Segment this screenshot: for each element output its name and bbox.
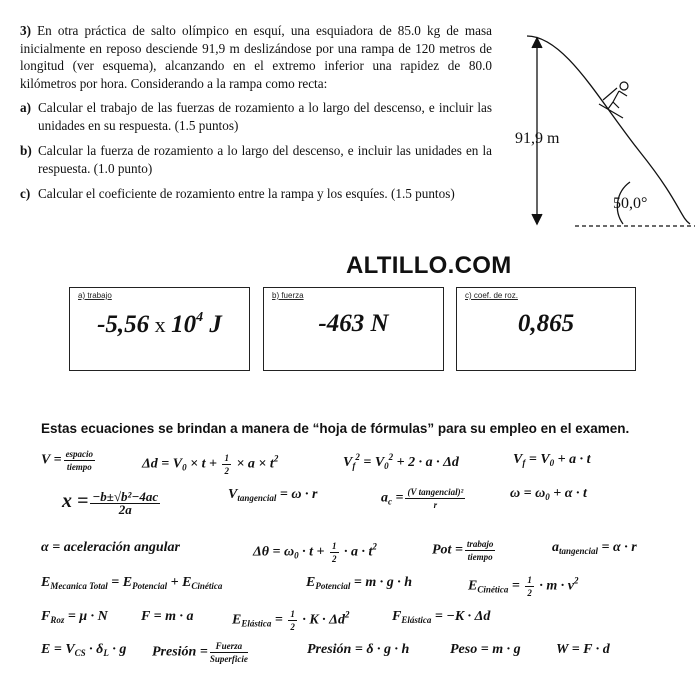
formula-sheet-title: Estas ecuaciones se brindan a manera de “hoja de fórmulas” para su empleo en el examen. xyxy=(41,421,630,436)
question-label: b) xyxy=(20,143,32,158)
problem-statement xyxy=(20,22,492,211)
formula-newton-second-law: F = m · a xyxy=(141,609,194,624)
answer-value: -463 N xyxy=(318,310,389,337)
ramp-diagram xyxy=(505,32,700,232)
question-b xyxy=(20,142,492,177)
height-label: 91,9 m xyxy=(515,130,560,147)
question-text: Calcular el coeficiente de rozamiento entre la rampa y los esquíes. (1.5 puntos) xyxy=(38,186,455,201)
answer-caption: b) fuerza xyxy=(272,291,304,300)
formula-elastic-energy: $E_{Elástica}$ = $\frac{1}{2}$ · $K \cdot \Delta d^2$ xyxy=(232,609,350,632)
formula-mechanical-energy: $E_{Mecanica Total} = E_{Potencial} + E_{Cinética}$ xyxy=(41,575,223,591)
answer-unit: J xyxy=(209,311,222,338)
angle-label: 50,0° xyxy=(613,195,648,212)
answer-box-b xyxy=(263,287,444,371)
formula-pressure-hydrostatic: Presión = δ · g · h xyxy=(307,642,410,657)
site-watermark: ALTILLO.COM xyxy=(346,252,512,279)
answer-box-c xyxy=(456,287,636,371)
answer-caption: a) trabajo xyxy=(78,291,112,300)
answer-caption: c) coef. de roz. xyxy=(465,291,518,300)
formula-potential-energy: $E_{Potencial} = m \cdot g \cdot h$ xyxy=(306,575,412,591)
problem-number: 3) xyxy=(20,23,31,38)
formula-velocity: V = espacio tiempo xyxy=(41,449,94,472)
answer-value: 0,865 xyxy=(517,310,575,337)
answer-times: x xyxy=(154,312,166,337)
answer-box-a xyxy=(69,287,250,371)
formula-power: Pot = trabajo tiempo xyxy=(432,539,494,562)
question-a xyxy=(20,99,492,134)
formula-displacement: $\Delta d = V_0 \times t$ + $\frac{1}{2}$ × $a \times t^2$ xyxy=(142,453,279,476)
question-text: Calcular la fuerza de rozamiento a lo largo del descenso, e incluir las unidades en la respuesta. (1.0 punto) xyxy=(38,143,492,176)
formula-friction-force: $F_{Roz} = \mu \cdot N$ xyxy=(41,609,108,625)
formula-tangential-velocity: $V_{tangencial} = \omega \cdot r$ xyxy=(228,487,318,503)
problem-intro-text: En otra práctica de salto olímpico en esquí, una esquiadora de 85.0 kg de masa inicialmente en reposo desciende 91,9 m deslizándose por una rampa de 120 metros de longitud (ver esquema), alcanzando en el extremo inferior una rapidez de 80.0 kilómetros por hora. Considerando a la rampa como recta: xyxy=(20,23,492,91)
formula-pressure-force: Presión = Fuerza Superficie xyxy=(152,641,248,664)
formula-quadratic: x = $\frac{\text{−b±√b²−4ac}}{2a}$ xyxy=(62,489,159,518)
question-text: Calcular el trabajo de las fuerzas de rozamiento a lo largo del descenso, e incluir las unidades en su respuesta. (1.5 puntos) xyxy=(38,100,492,133)
question-label: c) xyxy=(20,186,31,201)
formula-energy-vcs: $E = V_{CS} \cdot \delta_L \cdot g$ xyxy=(41,642,127,658)
formula-tangential-accel: $a_{tangencial} = \alpha \cdot r$ xyxy=(552,540,637,556)
problem-intro xyxy=(20,22,492,92)
question-c xyxy=(20,185,492,203)
formula-work: W = F · d xyxy=(556,642,610,657)
formula-centripetal-accel: $a_c$ = (V tangencial)² r xyxy=(381,487,464,510)
formula-angular-velocity: $\omega = \omega_0 + \alpha \cdot t$ xyxy=(510,486,587,502)
formula-elastic-force: $F_{Elástica} = -K \cdot \Delta d$ xyxy=(392,609,491,625)
formula-weight: Peso = m · g xyxy=(450,642,521,657)
formula-kinetic-energy: $E_{Cinética}$ = $\frac{1}{2}$ · $m \cdot v^2$ xyxy=(468,575,579,598)
question-label: a) xyxy=(20,100,31,115)
skier-icon xyxy=(599,82,628,118)
formula-vf: $V_f = V_0 + a \cdot t$ xyxy=(513,452,591,468)
formula-angular-displacement: $\Delta\theta = \omega_0 \cdot t$ + $\frac{1}{2}$ · $a \cdot t^2$ xyxy=(253,541,377,564)
answer-base: 10 xyxy=(171,311,197,338)
answer-exponent: 4 xyxy=(196,310,204,325)
formula-alpha-definition: α = aceleración angular xyxy=(41,540,181,555)
formula-vf-squared: $V_f^2 = V_0^2 + 2 \cdot a \cdot \Delta d$ xyxy=(343,452,459,471)
answer-value xyxy=(70,310,249,339)
answer-mantissa: -5,56 xyxy=(97,311,150,338)
